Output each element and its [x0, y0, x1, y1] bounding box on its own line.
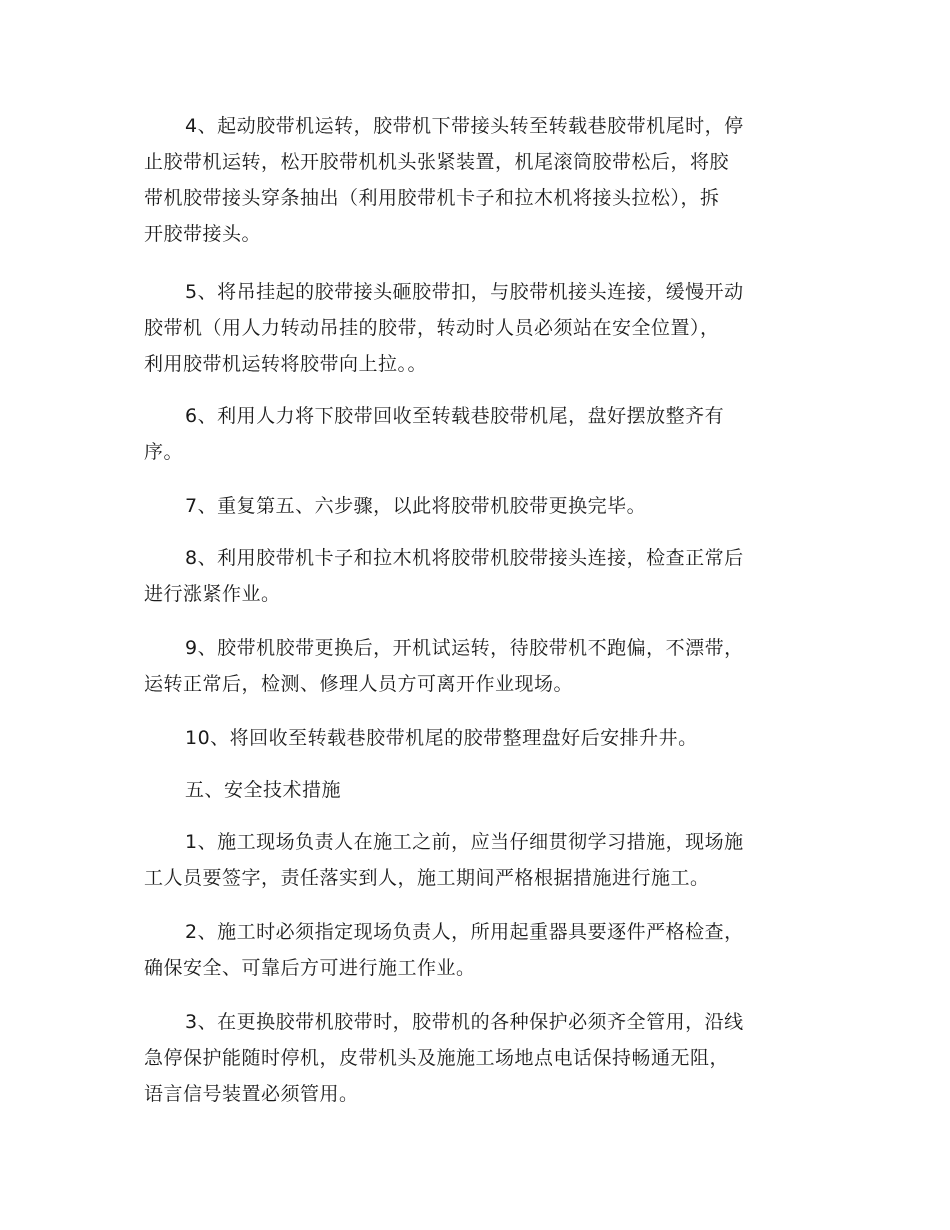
text-line: 工人员要签字，责任落实到人，施工期间严格根据措施进行施工。: [144, 867, 710, 889]
text-line: 9、胶带机胶带更换后，开机试运转，待胶带机不跑偏，不漂带，: [185, 637, 744, 659]
paragraph-step-6: [144, 398, 806, 470]
text-line: 确保安全、可靠后方可进行施工作业。: [144, 957, 476, 979]
section-heading-text: 五、安全技术措施: [185, 779, 342, 801]
paragraph-measure-3: [144, 1004, 806, 1112]
paragraph-step-7: [144, 488, 806, 524]
paragraph-measure-1: [144, 824, 806, 896]
text-line: 4、起动胶带机运转，胶带机下带接头转至转载巷胶带机尾时，停: [185, 115, 744, 137]
text-line: 止胶带机运转，松开胶带机机头张紧装置，机尾滚筒胶带松后，将胶: [144, 151, 730, 173]
text-line: 3、在更换胶带机胶带时，胶带机的各种保护必须齐全管用，沿线: [185, 1011, 744, 1033]
paragraph-step-10: [144, 720, 806, 756]
paragraph-step-4: [144, 108, 806, 252]
text-line: 开胶带接头。: [144, 223, 262, 245]
text-line: 序。: [144, 441, 184, 463]
text-line: 语言信号装置必须管用。: [144, 1083, 359, 1105]
paragraph-measure-2: [144, 914, 806, 986]
text-line: 5、将吊挂起的胶带接头砸胶带扣，与胶带机接头连接，缓慢开动: [185, 281, 744, 303]
paragraph-step-9: [144, 630, 806, 702]
text-line: 2、施工时必须指定现场负责人，所用起重器具要逐件严格检查，: [185, 921, 744, 943]
text-line: 1、施工现场负责人在施工之前，应当仔细贯彻学习措施，现场施: [185, 831, 744, 853]
text-line: 8、利用胶带机卡子和拉木机将胶带机胶带接头连接，检查正常后: [185, 547, 744, 569]
text-line: 6、利用人力将下胶带回收至转载巷胶带机尾，盘好摆放整齐有: [185, 405, 725, 427]
text-line: 10、将回收至转载巷胶带机尾的胶带整理盘好后安排升井。: [185, 727, 698, 749]
paragraph-step-5: [144, 274, 806, 382]
text-line: 胶带机（用人力转动吊挂的胶带，转动时人员必须站在安全位置），: [144, 317, 720, 339]
text-line: 进行涨紧作业。: [144, 583, 281, 605]
text-line: 急停保护能随时停机，皮带机头及施施工场地点电话保持畅通无阻，: [144, 1047, 730, 1069]
text-line: 利用胶带机运转将胶带向上拉。。: [144, 353, 428, 375]
text-line: 7、重复第五、六步骤，以此将胶带机胶带更换完毕。: [185, 495, 647, 517]
paragraph-step-8: [144, 540, 806, 612]
section-heading: [144, 772, 806, 808]
text-line: 带机胶带接头穿条抽出（利用胶带机卡子和拉木机将接头拉松），拆: [144, 187, 720, 209]
text-line: 运转正常后，检测、修理人员方可离开作业现场。: [144, 673, 574, 695]
